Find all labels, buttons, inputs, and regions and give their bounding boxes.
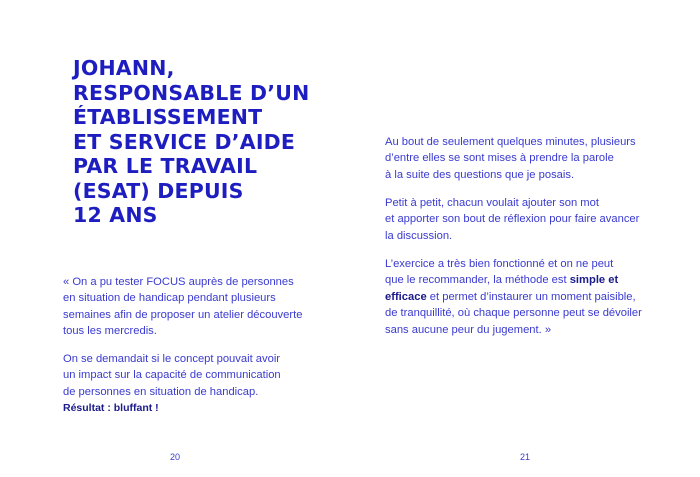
text-line: sans aucune peur du jugement. » (385, 323, 552, 336)
text-line: de personnes en situation de handicap. (63, 385, 259, 398)
text-line: tous les mercredis. (63, 325, 157, 338)
right-paragraph-2 (385, 195, 639, 244)
title-line: PAR LE TRAVAIL (73, 154, 258, 178)
page-number-right: 21 (520, 452, 531, 462)
text-line: à la suite des questions que je posais. (385, 168, 575, 181)
text-line: en situation de handicap pendant plusieurs (63, 292, 276, 305)
text-segment: et permet d’instaurer un moment paisible, (426, 290, 636, 303)
text-line: d’entre elles se sont mises à prendre la parole (385, 152, 614, 165)
page-number-left: 20 (170, 452, 181, 462)
text-line: Au bout de seulement quelques minutes, plusieurs (385, 136, 636, 148)
text-line (385, 289, 642, 305)
text-line: un impact sur la capacité de communication (63, 369, 281, 382)
text-line: semaines afin de proposer un atelier découverte (63, 308, 303, 321)
text-line: de tranquillité, où chaque personne peut se dévoiler (385, 307, 642, 320)
left-paragraph-1 (63, 274, 302, 340)
title-line: 12 ANS (73, 203, 158, 227)
title-line: RESPONSABLE D’UN (73, 80, 310, 105)
text-line: et apporter son bout de réflexion pour faire avancer (385, 213, 640, 226)
text-line: L’exercice a très bien fonctionné et on ne peut (385, 258, 614, 270)
emphasis-text: efficace (385, 290, 427, 303)
right-paragraph-1 (385, 134, 636, 183)
title-line: ÉTABLISSEMENT (73, 105, 263, 129)
title-line: (ESAT) DEPUIS (73, 178, 244, 203)
text-line (385, 272, 642, 288)
emphasis-text: simple et (569, 274, 619, 287)
page-title (73, 56, 309, 228)
text-line: « On a pu tester FOCUS auprès de personnes (63, 276, 294, 288)
left-paragraph-2 (63, 351, 281, 417)
text-line: la discussion. (385, 229, 453, 242)
result-text: Résultat : bluffant ! (63, 402, 159, 415)
text-segment: que le recommander, la méthode est (385, 274, 570, 287)
text-line: Petit à petit, chacun voulait ajouter son mot (385, 197, 599, 209)
right-paragraph-3 (385, 256, 642, 338)
title-line: JOHANN, (73, 56, 175, 80)
title-line: ET SERVICE D’AIDE (73, 129, 296, 154)
text-line: On se demandait si le concept pouvait avoir (63, 353, 281, 365)
